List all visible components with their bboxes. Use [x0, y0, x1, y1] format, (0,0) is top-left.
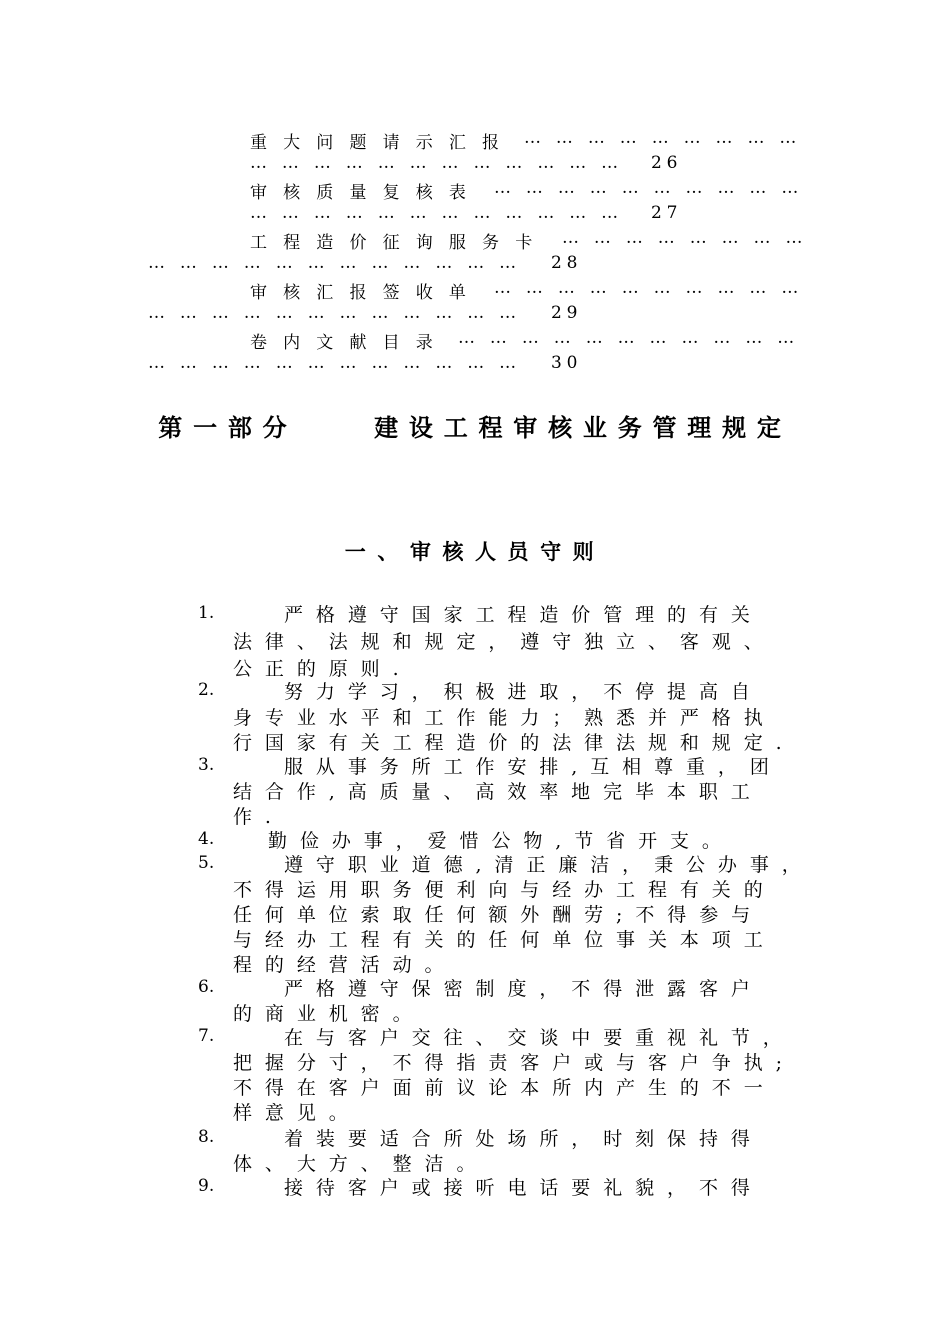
rule-text: 作. [233, 806, 284, 828]
toc-page-number: 27 [651, 203, 683, 223]
rule-text: 身专业水平和工作能力；熟悉并严格执 [233, 707, 776, 729]
section-title: 一、审核人员守则 [344, 540, 606, 564]
part-title: 第一部分 建设工程审核业务管理规定 [158, 414, 792, 442]
rule-text: 把握分寸，不得指责客户或与客户争执; [233, 1052, 795, 1074]
toc-page-number: 30 [551, 353, 583, 373]
rule-text: 勤俭办事，爱惜公物,节省开支。 [268, 830, 734, 852]
rule-text: 不得在客户面前议论本所内产生的不一 [233, 1077, 776, 1099]
toc-item-title: 卷内文献目录 [250, 333, 449, 353]
toc-leader: … … … … … … … … … … [494, 178, 804, 198]
rule-number: 1. [198, 603, 215, 623]
toc-leader: … … … … … … … … … … … … [148, 303, 521, 323]
rule-text: 严格遵守国家工程造价管理的有关 [284, 604, 763, 626]
rule-text: 服从事务所工作安排,互相尊重，团 [284, 756, 782, 778]
toc-item-title: 重大问题请示汇报 [250, 133, 516, 153]
rule-text: 公正的原则. [233, 658, 412, 680]
rule-text: 行国家有关工程造价的法律法规和规定. [233, 732, 795, 754]
toc-page-number: 29 [551, 303, 583, 323]
rule-text: 不得运用职务便利向与经办工程有关的 [233, 879, 776, 901]
rule-number: 7. [198, 1026, 215, 1046]
rule-number: 2. [198, 680, 215, 700]
rule-number: 4. [198, 829, 215, 849]
toc-leader: … … … … … … … … [562, 228, 808, 248]
rule-number: 6. [198, 977, 215, 997]
rule-text: 努力学习，积极进取，不停提高自 [284, 681, 763, 703]
rule-text: 接待客户或接听电话要礼貌，不得 [284, 1177, 763, 1199]
rule-text: 样意见。 [233, 1102, 361, 1124]
rule-text: 与经办工程有关的任何单位事关本项工 [233, 929, 776, 951]
rule-text: 结合作,高质量、高效率地完毕本职工 [233, 781, 763, 803]
toc-leader: … … … … … … … … … … … … [148, 253, 521, 273]
toc-page-number: 26 [651, 153, 683, 173]
rule-text: 体、大方、整洁。 [233, 1153, 489, 1175]
toc-leader: … … … … … … … … … … … … [250, 153, 623, 173]
toc-leader: … … … … … … … … … … … [458, 328, 799, 348]
toc-leader: … … … … … … … … … … … … [148, 353, 521, 373]
rule-text: 在与客户交往、交谈中要重视礼节， [284, 1027, 795, 1049]
rule-text: 着装要适合所处场所，时刻保持得 [284, 1128, 763, 1150]
rule-text: 法律、法规和规定，遵守独立、客观、 [233, 631, 776, 653]
rule-text: 程的经营活动。 [233, 954, 457, 976]
rule-number: 3. [198, 755, 215, 775]
toc-leader: … … … … … … … … … … [494, 278, 804, 298]
toc-item-title: 工程造价征询服务卡 [250, 233, 549, 253]
rule-text: 任何单位索取任何额外酬劳;不得参与 [233, 904, 764, 926]
rule-text: 严格遵守保密制度，不得泄露客户 [284, 978, 763, 1000]
rule-number: 5. [198, 853, 215, 873]
toc-page-number: 28 [551, 253, 583, 273]
toc-item-title: 审核汇报签收单 [250, 283, 483, 303]
rule-text: 遵守职业道德,清正廉洁，秉公办事， [284, 854, 814, 876]
rule-number: 9. [198, 1176, 215, 1196]
toc-leader: … … … … … … … … … [524, 128, 802, 148]
rule-text: 的商业机密。 [233, 1003, 425, 1025]
toc-item-title: 审核质量复核表 [250, 183, 483, 203]
toc-leader: … … … … … … … … … … … … [250, 203, 623, 223]
rule-number: 8. [198, 1127, 215, 1147]
